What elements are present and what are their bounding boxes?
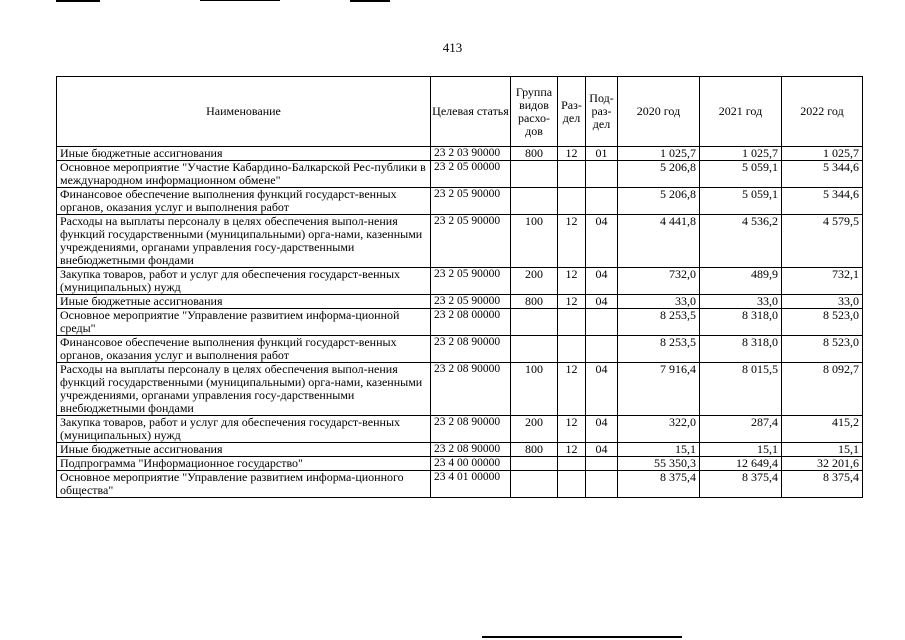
cell-year-2021: 5 059,1 [700,161,782,188]
cell-expense-group: 200 [511,268,558,295]
cell-year-2020: 732,0 [618,268,700,295]
cell-subsection [586,471,618,498]
cell-year-2020: 8 375,4 [618,471,700,498]
cell-section: 12 [558,215,586,268]
cell-year-2020: 8 253,5 [618,336,700,363]
page-number: 413 [442,40,463,55]
cell-target-article: 23 2 05 90000 [431,215,511,268]
cell-year-2021: 8 318,0 [700,336,782,363]
cell-year-2021: 15,1 [700,443,782,457]
cell-expense-group [511,457,558,471]
cell-name: Закупка товаров, работ и услуг для обеспечения государст-венных (муниципальных) нужд [57,268,431,295]
table-row [57,295,863,309]
cell-year-2022: 8 375,4 [782,471,863,498]
cell-subsection: 04 [586,295,618,309]
cell-target-article: 23 2 08 90000 [431,416,511,443]
cell-expense-group [511,188,558,215]
cell-expense-group: 100 [511,363,558,416]
cell-year-2022: 8 523,0 [782,336,863,363]
cell-expense-group: 800 [511,147,558,161]
cell-year-2020: 15,1 [618,443,700,457]
cell-target-article: 23 4 01 00000 [431,471,511,498]
scan-artifact-line [56,0,100,2]
table-row [57,188,863,215]
header-expense-group: Группа видов расхо-дов [511,77,558,147]
cell-subsection [586,457,618,471]
cell-name: Расходы на выплаты персоналу в целях обеспечения выпол-нения функций государственными (муниципальными) орга-нами, казенными учреждениями, органами управления госу-дарственными внебюджетными фондами [57,215,431,268]
cell-expense-group: 800 [511,443,558,457]
cell-year-2020: 33,0 [618,295,700,309]
cell-section [558,457,586,471]
cell-year-2021: 8 318,0 [700,309,782,336]
cell-name: Финансовое обеспечение выполнения функций государст-венных органов, оказания услуг и выполнения работ [57,336,431,363]
cell-year-2022: 15,1 [782,443,863,457]
table-row [57,471,863,498]
table-row [57,416,863,443]
cell-subsection: 04 [586,416,618,443]
cell-expense-group [511,309,558,336]
table-row [57,147,863,161]
cell-section [558,471,586,498]
cell-year-2020: 5 206,8 [618,188,700,215]
cell-expense-group: 100 [511,215,558,268]
cell-section [558,336,586,363]
table-row [57,457,863,471]
cell-subsection: 04 [586,268,618,295]
cell-year-2021: 5 059,1 [700,188,782,215]
cell-section: 12 [558,295,586,309]
cell-subsection: 04 [586,443,618,457]
cell-year-2021: 489,9 [700,268,782,295]
cell-target-article: 23 4 00 00000 [431,457,511,471]
table-row [57,363,863,416]
cell-year-2022: 32 201,6 [782,457,863,471]
cell-name: Закупка товаров, работ и услуг для обеспечения государст-венных (муниципальных) нужд [57,416,431,443]
table-body [57,147,863,498]
scan-artifact-line [200,0,280,1]
scan-artifact-line [482,636,682,638]
cell-name: Расходы на выплаты персоналу в целях обеспечения выпол-нения функций государственными (муниципальными) орга-нами, казенными учреждениями, органами управления госу-дарственными внебюджетными фондами [57,363,431,416]
budget-table [56,76,863,498]
cell-section: 12 [558,443,586,457]
cell-name: Основное мероприятие "Участие Кабардино-Балкарской Рес-публики в международном информационном обмене" [57,161,431,188]
cell-year-2020: 8 253,5 [618,309,700,336]
cell-target-article: 23 2 05 90000 [431,268,511,295]
cell-target-article: 23 2 08 90000 [431,363,511,416]
cell-expense-group: 800 [511,295,558,309]
table-row [57,309,863,336]
cell-expense-group [511,161,558,188]
cell-section [558,188,586,215]
cell-year-2020: 322,0 [618,416,700,443]
cell-expense-group [511,471,558,498]
table-row [57,268,863,295]
cell-subsection: 04 [586,215,618,268]
cell-section: 12 [558,416,586,443]
cell-target-article: 23 2 08 90000 [431,443,511,457]
cell-subsection [586,309,618,336]
cell-year-2020: 55 350,3 [618,457,700,471]
header-target-article: Целевая статья [431,77,511,147]
header-name: Наименование [57,77,431,147]
cell-section: 12 [558,147,586,161]
table-row [57,443,863,457]
cell-year-2021: 33,0 [700,295,782,309]
table-header-row [57,77,863,147]
cell-subsection [586,161,618,188]
cell-year-2020: 4 441,8 [618,215,700,268]
cell-year-2021: 1 025,7 [700,147,782,161]
cell-year-2020: 7 916,4 [618,363,700,416]
cell-year-2022: 732,1 [782,268,863,295]
table-row [57,161,863,188]
cell-section [558,309,586,336]
cell-year-2022: 8 092,7 [782,363,863,416]
cell-year-2022: 5 344,6 [782,188,863,215]
header-year-2022: 2022 год [782,77,863,147]
cell-target-article: 23 2 08 00000 [431,309,511,336]
table-row [57,215,863,268]
cell-subsection [586,188,618,215]
cell-subsection: 04 [586,363,618,416]
cell-year-2021: 12 649,4 [700,457,782,471]
cell-subsection: 01 [586,147,618,161]
cell-expense-group [511,336,558,363]
cell-year-2022: 5 344,6 [782,161,863,188]
cell-year-2021: 287,4 [700,416,782,443]
cell-name: Иные бюджетные ассигнования [57,147,431,161]
cell-name: Основное мероприятие "Управление развитием информа-ционного общества" [57,471,431,498]
cell-target-article: 23 2 05 00000 [431,161,511,188]
cell-subsection [586,336,618,363]
cell-year-2022: 33,0 [782,295,863,309]
header-section: Раз-дел [558,77,586,147]
cell-expense-group: 200 [511,416,558,443]
cell-target-article: 23 2 03 90000 [431,147,511,161]
cell-section [558,161,586,188]
cell-name: Иные бюджетные ассигнования [57,443,431,457]
cell-name: Финансовое обеспечение выполнения функций государст-венных органов, оказания услуг и выполнения работ [57,188,431,215]
scan-artifact-line [350,0,390,2]
cell-target-article: 23 2 05 90000 [431,188,511,215]
cell-year-2021: 8 015,5 [700,363,782,416]
cell-year-2021: 8 375,4 [700,471,782,498]
cell-year-2021: 4 536,2 [700,215,782,268]
cell-year-2022: 1 025,7 [782,147,863,161]
header-subsection: Под-раз-дел [586,77,618,147]
cell-name: Иные бюджетные ассигнования [57,295,431,309]
cell-year-2022: 8 523,0 [782,309,863,336]
cell-name: Подпрограмма "Информационное государство" [57,457,431,471]
table-row [57,336,863,363]
cell-year-2022: 415,2 [782,416,863,443]
header-year-2020: 2020 год [618,77,700,147]
cell-section: 12 [558,268,586,295]
cell-year-2022: 4 579,5 [782,215,863,268]
header-year-2021: 2021 год [700,77,782,147]
cell-name: Основное мероприятие "Управление развитием информа-ционной среды" [57,309,431,336]
cell-target-article: 23 2 05 90000 [431,295,511,309]
cell-year-2020: 5 206,8 [618,161,700,188]
cell-target-article: 23 2 08 90000 [431,336,511,363]
cell-year-2020: 1 025,7 [618,147,700,161]
cell-section: 12 [558,363,586,416]
